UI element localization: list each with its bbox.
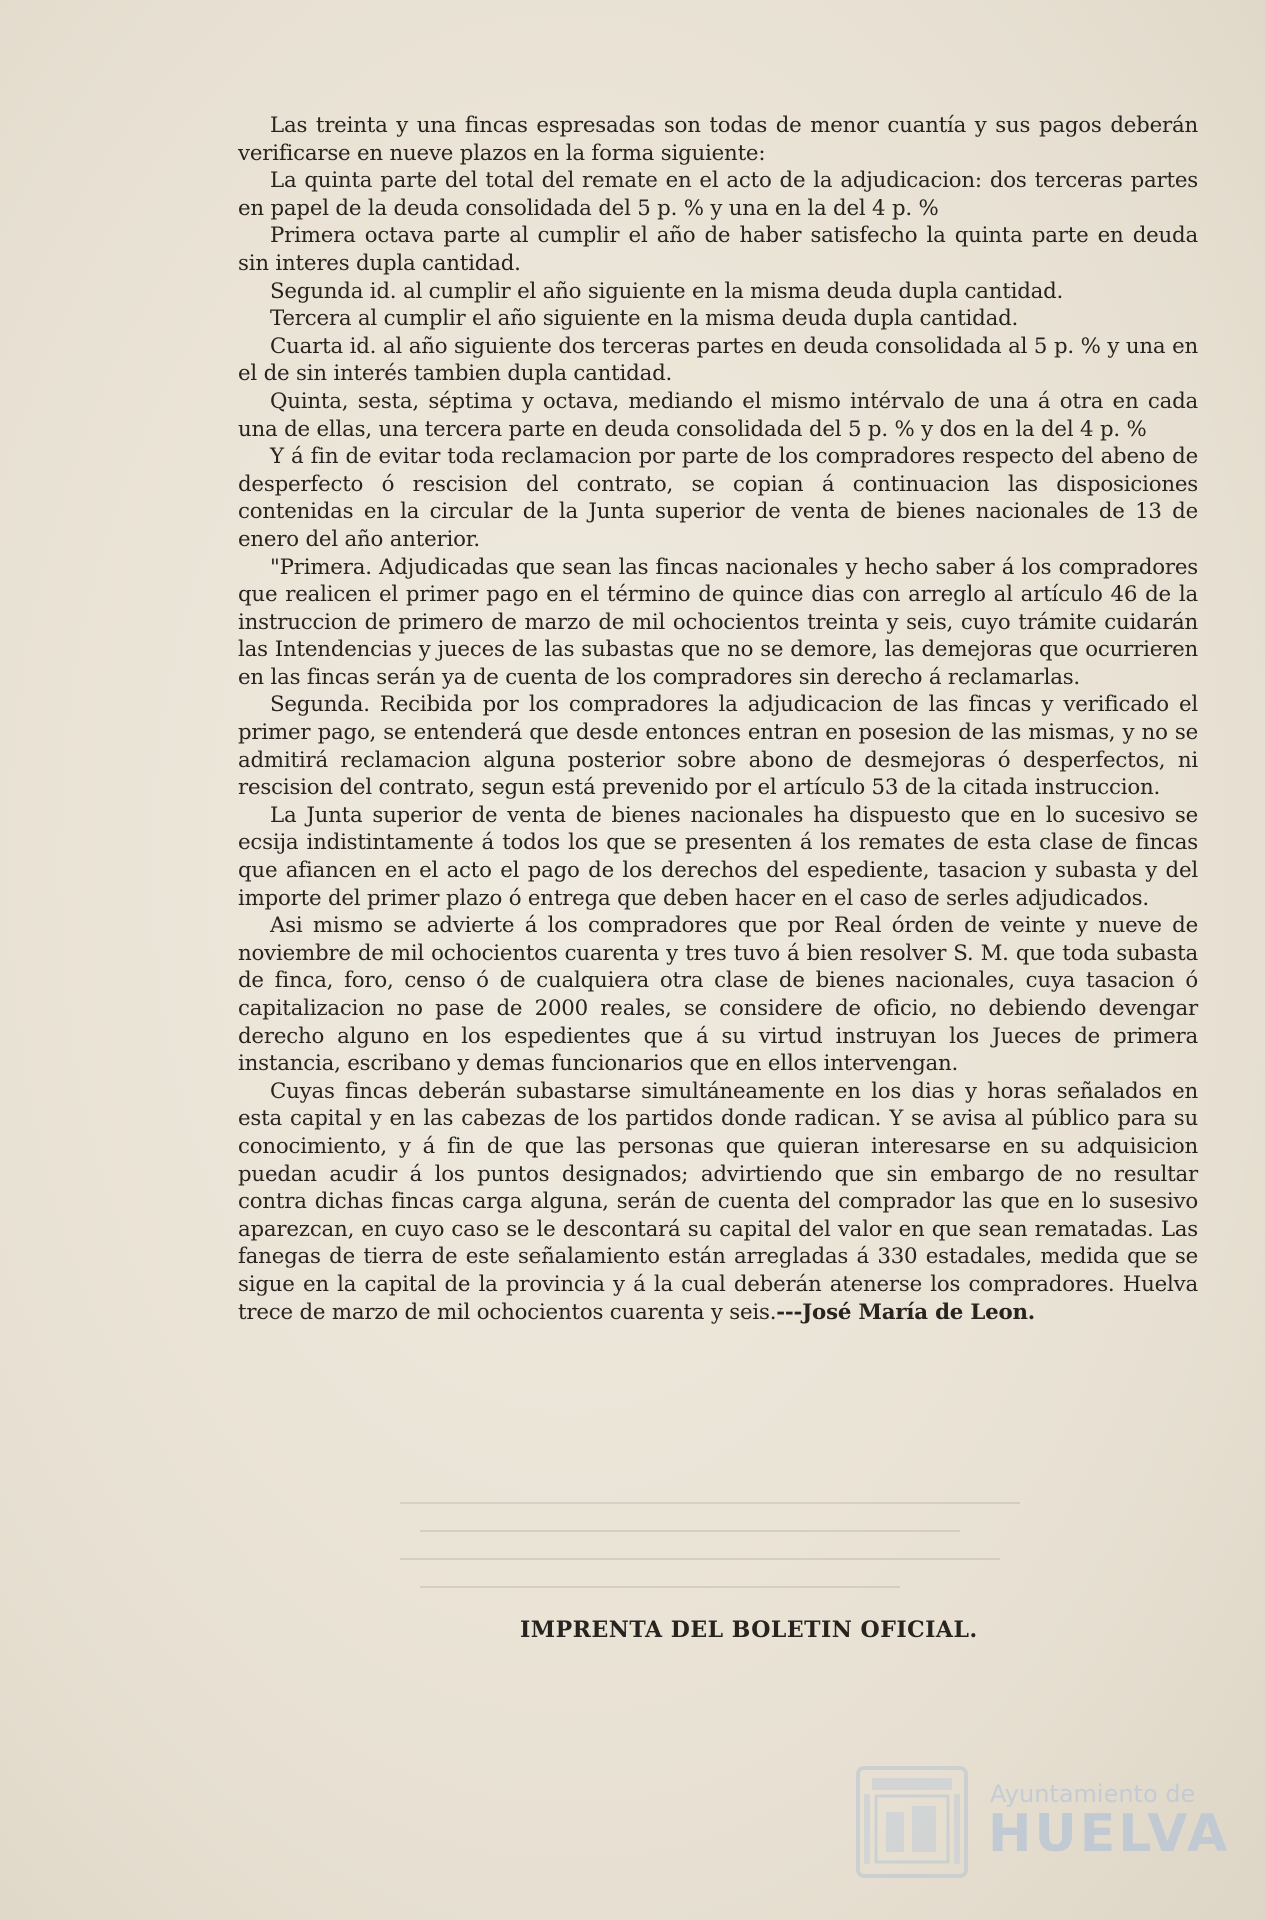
signature: ---José María de Leon. bbox=[776, 1299, 1035, 1325]
paragraph-final bbox=[238, 1078, 1198, 1326]
paragraph: La quinta parte del total del remate en el acto de la adjudicacion: dos terceras partes en papel de la deuda consolidada del 5 p. % y una en la del 4 p. % bbox=[238, 168, 1198, 221]
paragraph: Y á fin de evitar toda reclamacion por parte de los compradores respecto del abeno de desperfecto ó rescision del contrato, se copian á continuacion las disposiciones contenidas en la circular de la Junta superior de venta de bienes nacionales de 13 de enero del año anterior. bbox=[238, 444, 1198, 552]
paragraph: Asi mismo se advierte á los compradores que por Real órden de veinte y nueve de noviembre de mil ochocientos cuarenta y tres tuvo á bien resolver S. M. que toda subasta de finca, foro, censo ó de cualquiera otra clase de bienes nacionales, cuya tasacion ó capitalizacion no pase de 2000 reales, se considere de oficio, no debiendo devengar derecho alguno en los espedientes que á su virtud instruyan los Jueces de primera instancia, escribano y demas funcionarios que en ellos intervengan. bbox=[238, 913, 1198, 1077]
paragraph: Cuarta id. al año siguiente dos terceras partes en deuda consolidada al 5 p. % y una en el de sin interés tambien dupla cantidad. bbox=[238, 333, 1198, 387]
paragraph: Quinta, sesta, séptima y octava, mediando el mismo intérvalo de una á otra en cada una de ellas, una tercera parte en deuda consolidada del 5 p. % y dos en la del 4 p. % bbox=[238, 388, 1198, 442]
paragraph: La Junta superior de venta de bienes nacionales ha dispuesto que en lo sucesivo se ecsija indistintamente á todos los que se presenten á los remates de esta clase de fincas que afiancen en el acto el pago de los derechos del espediente, tasacion y subasta y del importe del primer plazo ó entrega que deben hacer en el caso de serles adjudicados. bbox=[238, 802, 1198, 911]
watermark-line1: Ayuntamiento de bbox=[990, 1780, 1196, 1808]
paragraph: "Primera. Adjudicadas que sean las fincas nacionales y hecho saber á los compradores que realicen el primer pago en el término de quince dias con arreglo al artículo 46 de la instruccion de primero de marzo de mil ochocientos treinta y seis, cuyo trámite cuidarán las Intendencias y jueces de las subastas que no se demore, las demejoras que ocurrieren en las fincas serán ya de cuenta de los compradores sin derecho á reclamarlas. bbox=[238, 554, 1198, 690]
paragraph: Tercera al cumplir el año siguiente en la misma deuda dupla cantidad. bbox=[270, 306, 1019, 332]
paragraph-text: Cuyas fincas deberán subastarse simultáneamente en los dias y horas señalados en esta capital y en las cabezas de los partidos donde radican. Y se avisa al público para su conocimiento, y á fin de que las personas que quieran interesarse en su adquisicion puedan acudir á los puntos designados; advirtiendo que sin embargo de no resultar contra dichas fincas carga alguna, serán de cuenta del comprador las que en lo susesivo aparezcan, en cuyo caso se le descontará su capital del valor en que sean rematadas. Las fanegas de tierra de este señalamiento están arregladas á 330 estadales, medida que se sigue en la capital de la provincia y á la cual deberán atenerse los compradores. Huelva trece de marzo de mil ochocientos cuarenta y seis. bbox=[238, 1078, 1198, 1325]
paragraph: Segunda id. al cumplir el año siguiente en la misma deuda dupla cantidad. bbox=[270, 278, 1064, 304]
paragraph: Segunda. Recibida por los compradores la adjudicacion de las fincas y verificado el primer pago, se entenderá que desde entonces entran en posesion de las mismas, y no se admitirá reclamacion alguna posterior sobre abono de desmejoras ó desperfectos, ni rescision del contrato, segun está prevenido por el artículo 53 de la citada instruccion. bbox=[238, 692, 1198, 801]
coat-of-arms-icon bbox=[850, 1762, 975, 1882]
watermark-line2: HUELVA bbox=[988, 1804, 1231, 1864]
watermark bbox=[850, 1762, 1250, 1882]
paragraph: Las treinta y una fincas espresadas son todas de menor cuantía y sus pagos deberán verificarse en nueve plazos en la forma siguiente: bbox=[238, 113, 1198, 166]
paragraph: Primera octava parte al cumplir el año de haber satisfecho la quinta parte en deuda sin interes dupla cantidad. bbox=[238, 223, 1198, 276]
imprint-line: IMPRENTA DEL BOLETIN OFICIAL. bbox=[520, 1617, 978, 1643]
document-body bbox=[238, 112, 1198, 1326]
